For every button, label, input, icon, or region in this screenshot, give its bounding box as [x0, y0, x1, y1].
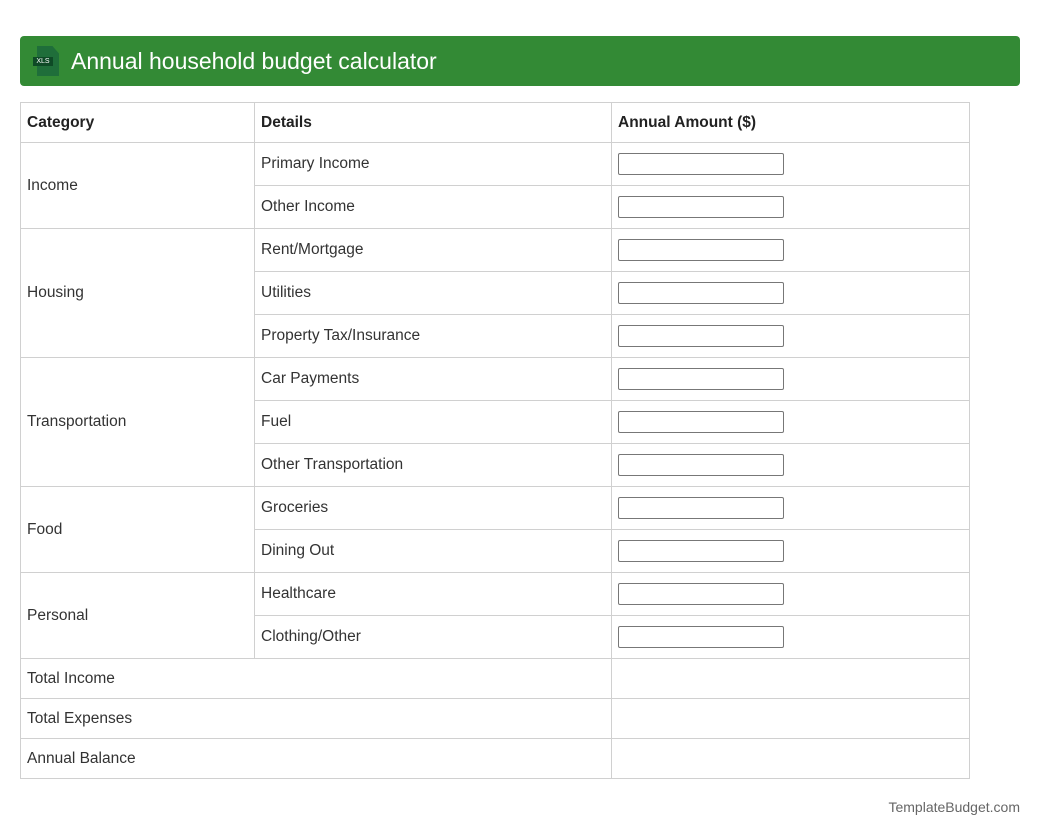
category-cell: Income — [21, 143, 255, 229]
detail-cell: Primary Income — [255, 143, 612, 186]
column-header-amount: Annual Amount ($) — [612, 103, 970, 143]
amount-input[interactable] — [618, 454, 784, 476]
detail-cell: Other Transportation — [255, 444, 612, 487]
detail-cell: Groceries — [255, 487, 612, 530]
category-cell: Transportation — [21, 358, 255, 487]
table-row — [21, 358, 970, 401]
total-value — [612, 739, 970, 779]
amount-cell — [612, 186, 970, 229]
amount-input[interactable] — [618, 626, 784, 648]
total-label: Total Income — [21, 659, 612, 699]
amount-cell — [612, 401, 970, 444]
table-row — [21, 229, 970, 272]
detail-cell: Car Payments — [255, 358, 612, 401]
amount-input[interactable] — [618, 282, 784, 304]
column-header-details: Details — [255, 103, 612, 143]
category-cell: Personal — [21, 573, 255, 659]
detail-cell: Dining Out — [255, 530, 612, 573]
amount-input[interactable] — [618, 196, 784, 218]
total-value — [612, 699, 970, 739]
amount-cell — [612, 573, 970, 616]
detail-cell: Clothing/Other — [255, 616, 612, 659]
amount-cell — [612, 229, 970, 272]
amount-input[interactable] — [618, 411, 784, 433]
detail-cell: Healthcare — [255, 573, 612, 616]
amount-input[interactable] — [618, 239, 784, 261]
amount-cell — [612, 530, 970, 573]
amount-input[interactable] — [618, 583, 784, 605]
amount-input[interactable] — [618, 497, 784, 519]
total-row — [21, 699, 970, 739]
detail-cell: Property Tax/Insurance — [255, 315, 612, 358]
amount-cell — [612, 616, 970, 659]
footer-credit: TemplateBudget.com — [888, 799, 1020, 815]
budget-table — [20, 102, 970, 779]
amount-cell — [612, 444, 970, 487]
total-row — [21, 739, 970, 779]
total-value — [612, 659, 970, 699]
detail-cell: Other Income — [255, 186, 612, 229]
column-header-category: Category — [21, 103, 255, 143]
detail-cell: Fuel — [255, 401, 612, 444]
amount-cell — [612, 487, 970, 530]
amount-cell — [612, 358, 970, 401]
amount-cell — [612, 143, 970, 186]
table-row — [21, 573, 970, 616]
title-bar — [20, 36, 1020, 86]
detail-cell: Utilities — [255, 272, 612, 315]
total-row — [21, 659, 970, 699]
page-title: Annual household budget calculator — [71, 47, 437, 74]
amount-input[interactable] — [618, 325, 784, 347]
amount-cell — [612, 272, 970, 315]
amount-input[interactable] — [618, 540, 784, 562]
total-label: Total Expenses — [21, 699, 612, 739]
category-cell: Food — [21, 487, 255, 573]
category-cell: Housing — [21, 229, 255, 358]
amount-input[interactable] — [618, 368, 784, 390]
amount-input[interactable] — [618, 153, 784, 175]
total-label: Annual Balance — [21, 739, 612, 779]
table-row — [21, 487, 970, 530]
xls-file-icon: XLS — [33, 46, 59, 76]
amount-cell — [612, 315, 970, 358]
detail-cell: Rent/Mortgage — [255, 229, 612, 272]
table-row — [21, 143, 970, 186]
